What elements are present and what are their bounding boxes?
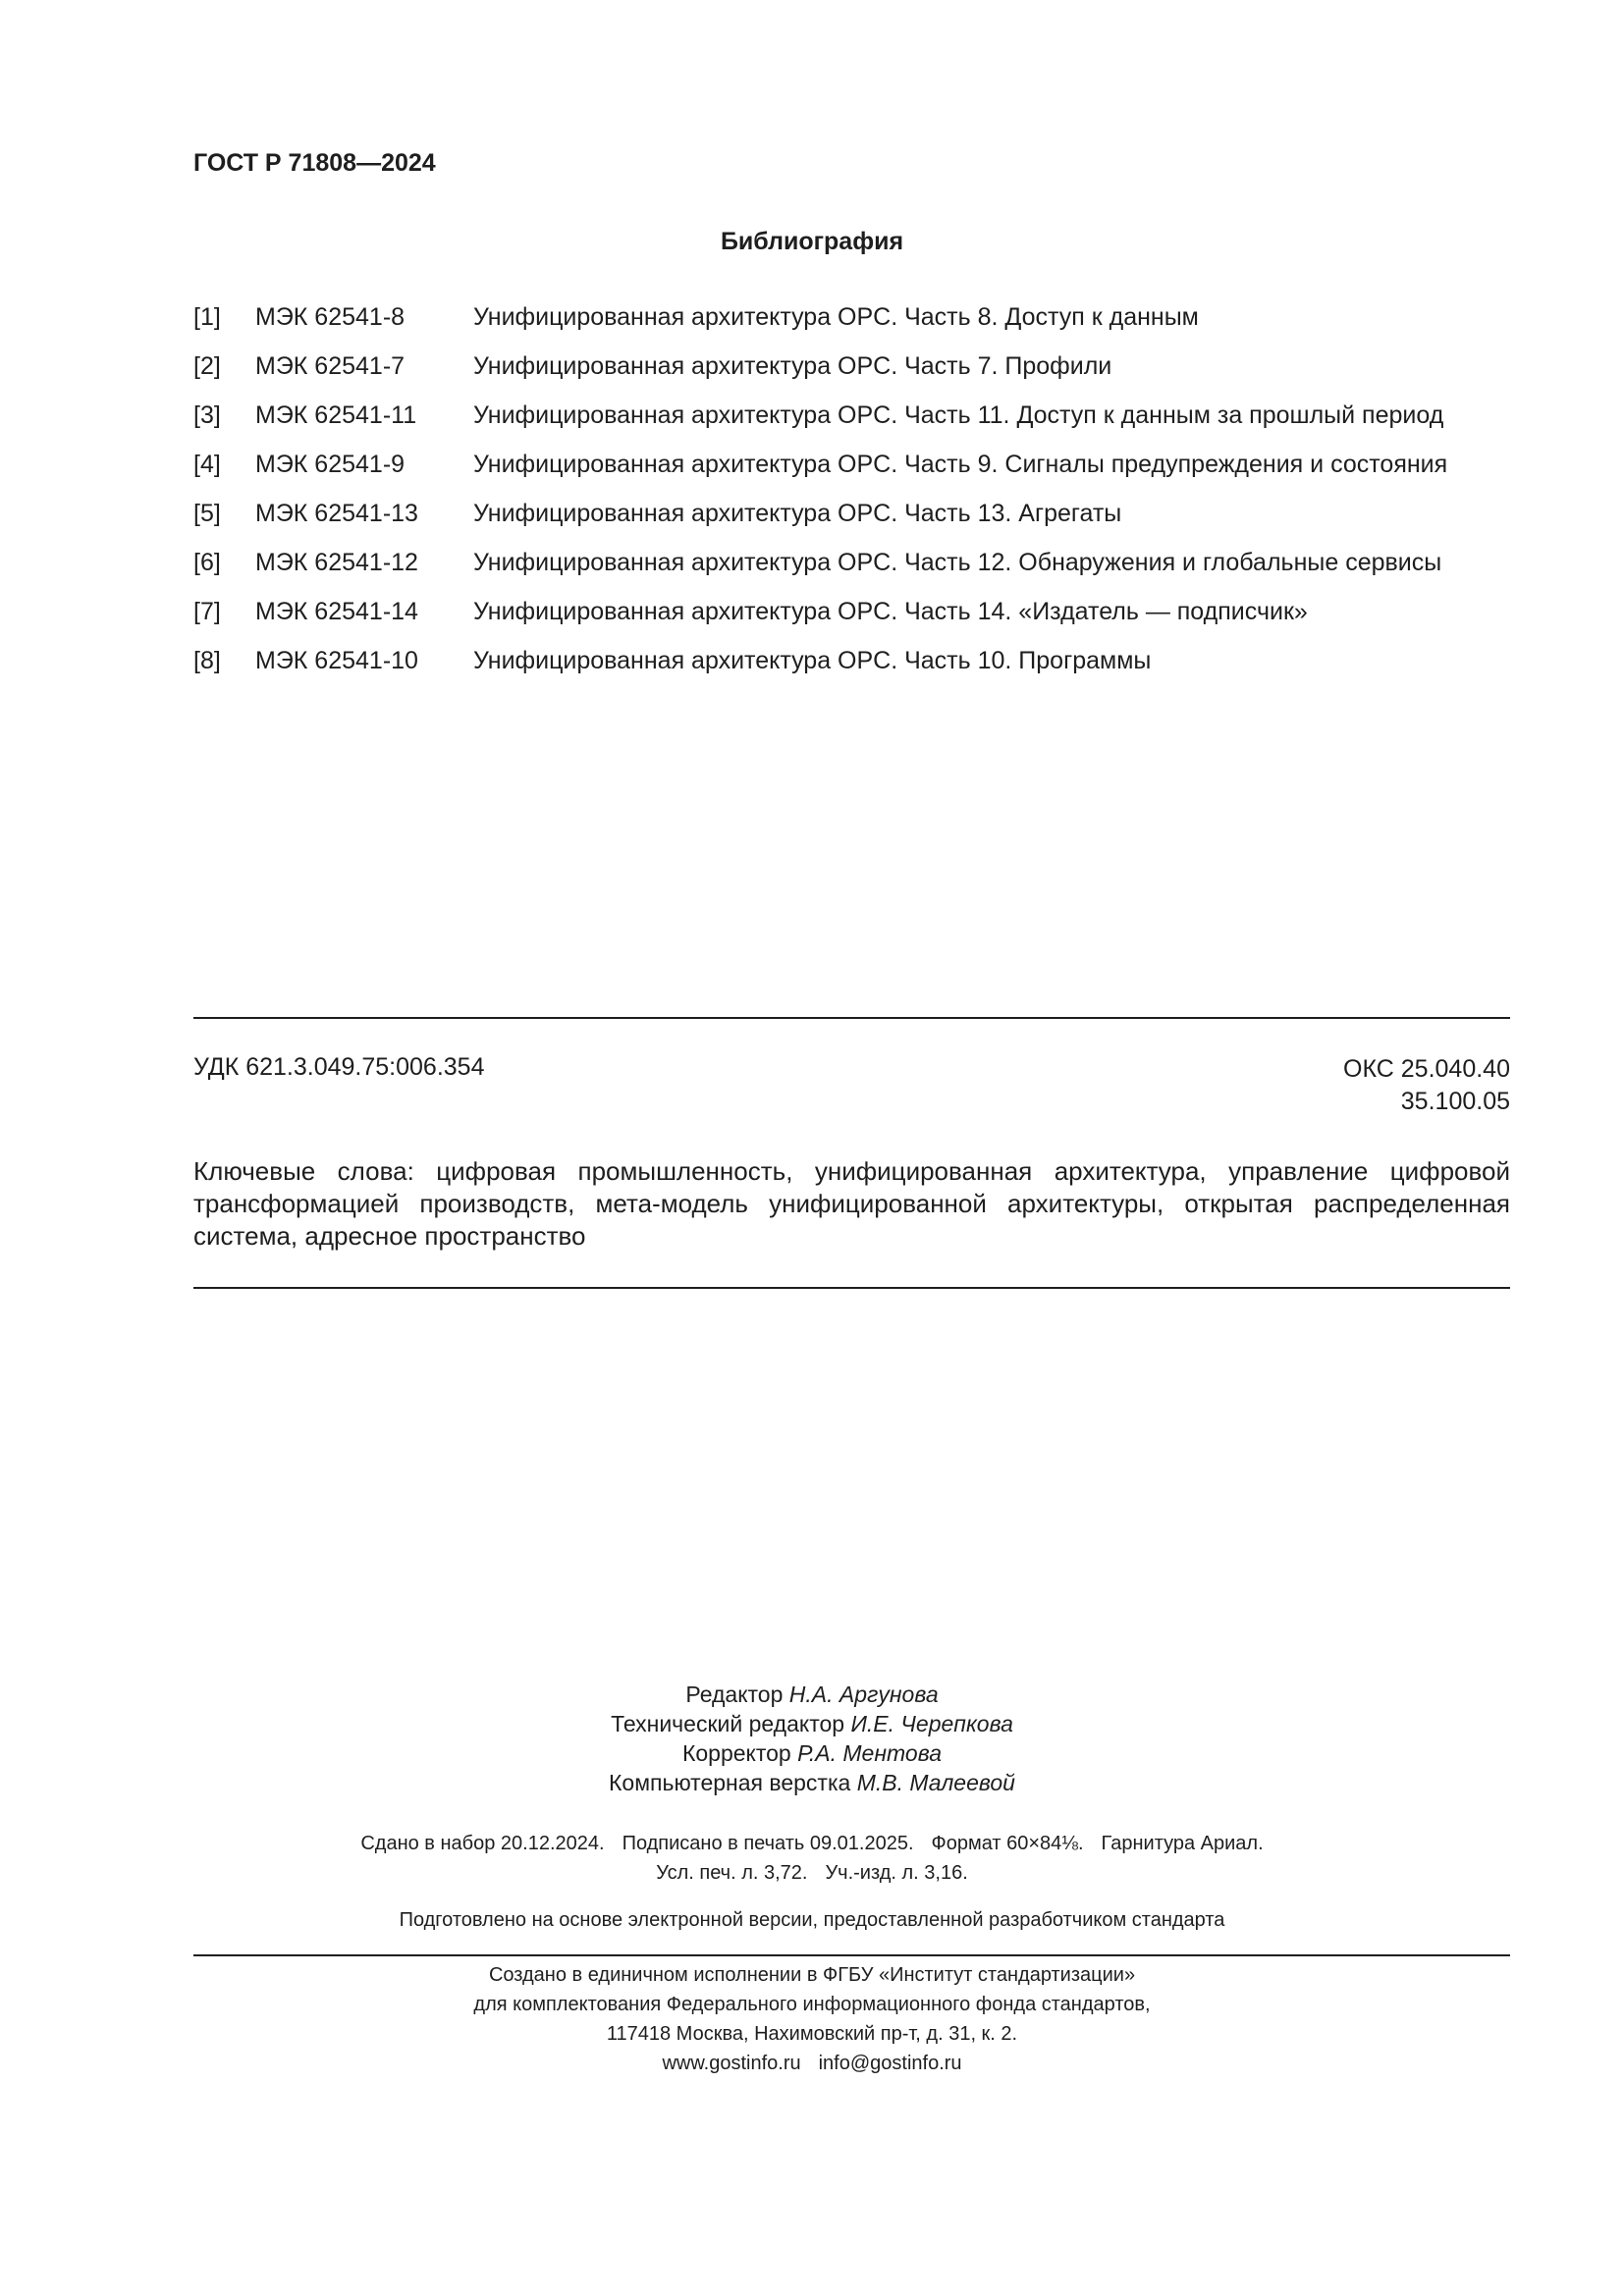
print-info-line2 xyxy=(0,1858,1624,1888)
bibliography-item-title: Унифицированная архитектура OPC. Часть 7. Профили xyxy=(473,352,1112,380)
publisher-block xyxy=(0,1960,1624,2078)
credit-tech-editor xyxy=(0,1709,1624,1738)
bibliography-list xyxy=(193,303,1509,696)
bibliography-item-title: Унифицированная архитектура OPC. Часть 10. Программы xyxy=(473,647,1152,674)
bibliography-item xyxy=(193,451,1509,500)
oks-codes xyxy=(1343,1053,1510,1118)
bibliography-item xyxy=(193,352,1509,401)
credit-layout-label: Компьютерная верстка xyxy=(609,1770,851,1795)
credit-editor-name: Н.А. Аргунова xyxy=(788,1682,939,1707)
credit-proofreader-name: Р.А. Ментова xyxy=(797,1740,942,1766)
signed-date: Подписано в печать 09.01.2025. xyxy=(622,1833,914,1854)
credit-editor xyxy=(0,1680,1624,1709)
print-info xyxy=(0,1829,1624,1888)
print-info-line1 xyxy=(0,1829,1624,1858)
bibliography-item xyxy=(193,549,1509,598)
bibliography-item xyxy=(193,598,1509,647)
oks-code-primary: ОКС 25.040.40 xyxy=(1343,1055,1510,1083)
credit-tech-editor-label: Технический редактор xyxy=(611,1711,845,1736)
bibliography-item-code: МЭК 62541-8 xyxy=(255,303,406,331)
bibliography-item-number: [8] xyxy=(193,647,221,674)
bibliography-item-code: МЭК 62541-10 xyxy=(255,647,418,674)
udk-code: УДК 621.3.049.75:006.354 xyxy=(193,1053,485,1081)
bibliography-item-code: МЭК 62541-13 xyxy=(255,500,418,527)
typeset-date: Сдано в набор 20.12.2024. xyxy=(360,1833,605,1854)
bibliography-item-number: [1] xyxy=(193,303,221,331)
website-link[interactable]: www.gostinfo.ru xyxy=(662,2053,801,2074)
bibliography-item-number: [4] xyxy=(193,451,221,478)
credit-tech-editor-name: И.Е. Черепкова xyxy=(850,1711,1013,1736)
bibliography-item-code: МЭК 62541-9 xyxy=(255,451,406,478)
divider-top xyxy=(193,1017,1510,1019)
bibliography-item xyxy=(193,500,1509,549)
credit-proofreader xyxy=(0,1738,1624,1768)
bibliography-item-code: МЭК 62541-11 xyxy=(255,401,417,429)
bibliography-item-number: [2] xyxy=(193,352,221,380)
print-font: Гарнитура Ариал. xyxy=(1101,1833,1264,1854)
bibliography-item-number: [6] xyxy=(193,549,221,576)
bibliography-item xyxy=(193,647,1509,696)
divider-bottom xyxy=(193,1954,1510,1956)
keywords-paragraph: Ключевые слова: цифровая промышленность, унифицированная архитектура, управление цифровой трансформацией производств, мета-модель унифицированной архитектуры, открытая распределенная система, адресное пространство xyxy=(193,1156,1510,1251)
divider-middle xyxy=(193,1287,1510,1289)
publisher-line1: Создано в единичном исполнении в ФГБУ «Институт стандартизации» xyxy=(488,1964,1136,1986)
bibliography-item-title: Унифицированная архитектура OPC. Часть 13. Агрегаты xyxy=(473,500,1122,527)
bibliography-item-title: Унифицированная архитектура OPC. Часть 9. Сигналы предупреждения и состояния xyxy=(473,451,1448,478)
bibliography-item-title: Унифицированная архитектура OPC. Часть 8. Доступ к данным xyxy=(473,303,1199,331)
publisher-contacts xyxy=(0,2049,1624,2078)
bibliography-item-title: Унифицированная архитектура OPC. Часть 12. Обнаружения и глобальные сервисы xyxy=(473,549,1442,576)
publisher-line2: для комплектования Федерального информационного фонда стандартов, xyxy=(473,1994,1151,2015)
print-format: Формат 60×84⅛. xyxy=(931,1833,1084,1854)
bibliography-item-code: МЭК 62541-7 xyxy=(255,352,406,380)
bibliography-item-code: МЭК 62541-14 xyxy=(255,598,418,625)
email-link[interactable]: info@gostinfo.ru xyxy=(818,2053,962,2074)
bibliography-title: Библиография xyxy=(720,228,904,255)
credit-proofreader-label: Корректор xyxy=(681,1740,791,1766)
bibliography-item-number: [3] xyxy=(193,401,221,429)
bibliography-item-code: МЭК 62541-12 xyxy=(255,549,418,576)
bibliography-item xyxy=(193,303,1509,352)
bibliography-item-number: [7] xyxy=(193,598,221,625)
bibliography-item-title: Унифицированная архитектура OPC. Часть 11. Доступ к данным за прошлый период xyxy=(473,401,1444,429)
edit-sheets: Уч.-изд. л. 3,16. xyxy=(825,1862,968,1884)
print-sheets: Усл. печ. л. 3,72. xyxy=(656,1862,808,1884)
bibliography-item-title: Унифицированная архитектура OPC. Часть 14. «Издатель — подписчик» xyxy=(473,598,1308,625)
credit-editor-label: Редактор xyxy=(685,1682,784,1707)
publisher-line3: 117418 Москва, Нахимовский пр-т, д. 31, к. 2. xyxy=(606,2023,1018,2045)
credits-block xyxy=(0,1680,1624,1797)
credit-layout xyxy=(0,1768,1624,1797)
credit-layout-name: М.В. Малеевой xyxy=(856,1770,1015,1795)
prepared-note: Подготовлено на основе электронной версии, предоставленной разработчиком стандарта xyxy=(399,1909,1225,1931)
document-code: ГОСТ Р 71808—2024 xyxy=(193,149,436,177)
bibliography-item xyxy=(193,401,1509,451)
oks-code-secondary: 35.100.05 xyxy=(1400,1088,1510,1115)
bibliography-item-number: [5] xyxy=(193,500,221,527)
